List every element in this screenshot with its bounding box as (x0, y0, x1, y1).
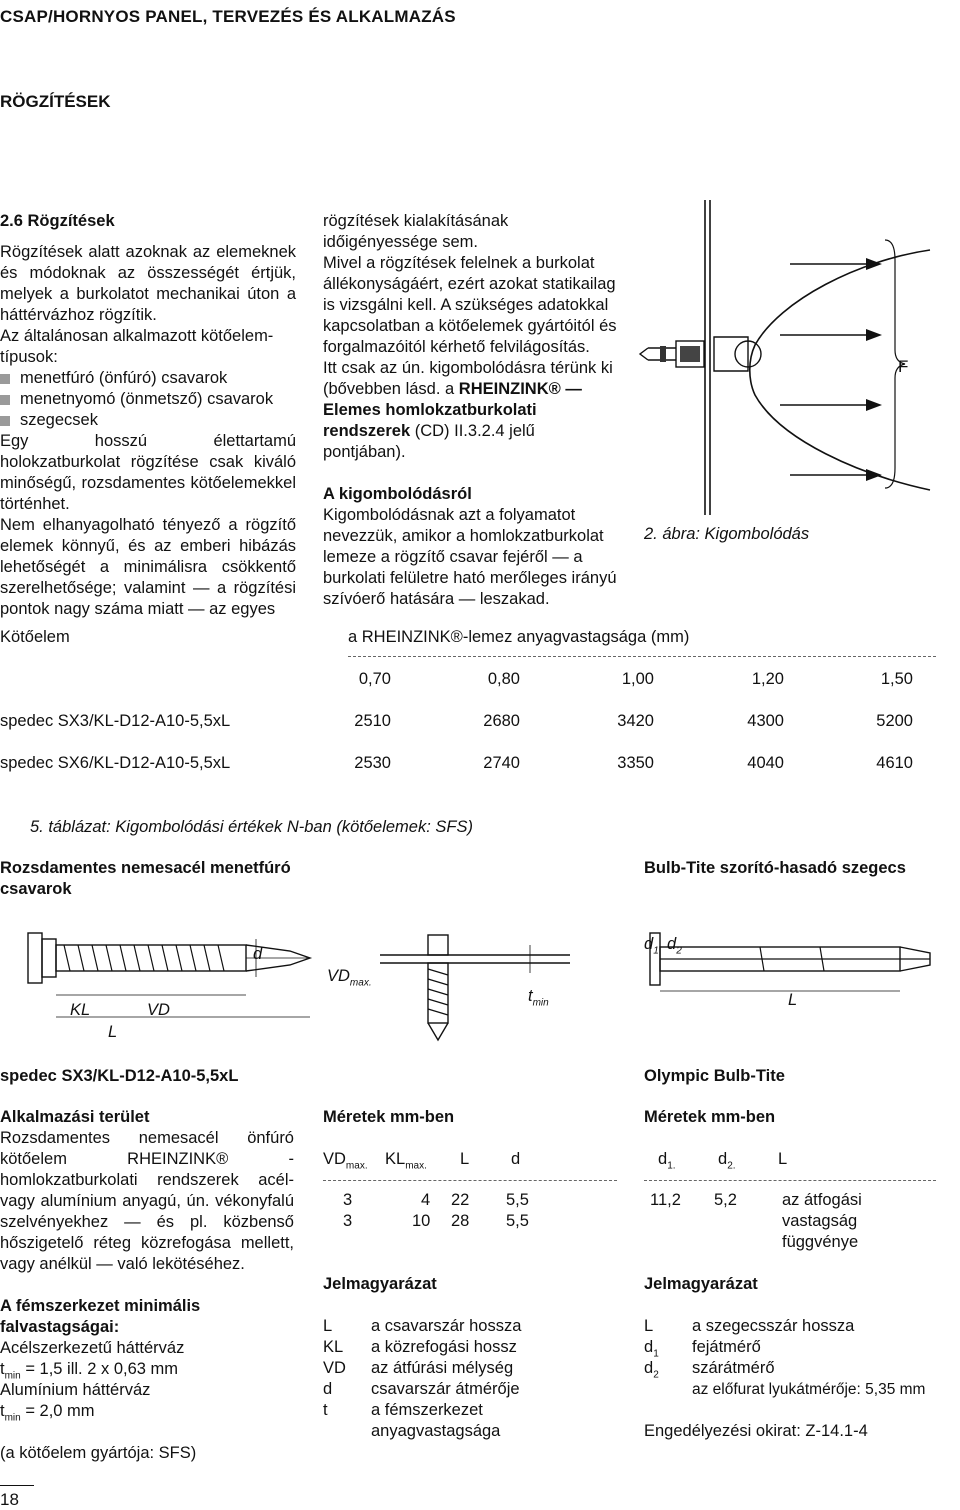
rivet-l-label: L (788, 991, 798, 1009)
screw-dims-rule (323, 1180, 617, 1181)
rivet-dims-row: 11,2 5,2 az átfogási vastagság függvénye (650, 1191, 862, 1251)
legend-item: KL a közrefogási hossz (323, 1338, 517, 1356)
col2-paragraph-2: Mivel a rögzítések felelnek a burkolat állékonyságáért, ezért azokat statikailag is vizsgálni kell. A szükséges adatokkal kapcsolatban a kötőelemek gyártóitól és forgalmazóitól kérhető felvilágosítás. (323, 254, 617, 356)
legend-item: d csavarszár átmérője (323, 1380, 520, 1398)
legend-item: $d_2$ szárátmérő (644, 1359, 775, 1381)
manufacturer-note: (a kötőelem gyártója: SFS) (0, 1444, 197, 1462)
mid-t-label: $t_{min}$ (528, 987, 549, 1009)
rivet-d1-label: $d_1$ (644, 935, 659, 957)
table-caption: 5. táblázat: Kigombolódási értékek N-ban (kötőelemek: SFS) (30, 818, 473, 836)
bullet-item: menetfúró (önfúró) csavarok (0, 368, 296, 389)
col2-paragraph-1: rögzítések kialakításának időigényessége sem. (323, 212, 509, 251)
legend-item: az előfurat lyukátmérője: 5,35 mm (692, 1381, 926, 1398)
legend-item: VD az átfúrási mélység (323, 1359, 514, 1377)
rivet-dims-rule (644, 1180, 936, 1181)
screw-kl-label: KL (70, 1001, 91, 1019)
steel-frame-value: $t_{min} = 1,5$ ill. 2 x 0,63 mm (0, 1360, 179, 1382)
table-header-right: a RHEINZINK®-lemez anyagvastagsága (mm) (348, 628, 690, 646)
page-number-rule (0, 1485, 34, 1486)
square-bullet-icon (0, 395, 10, 405)
application-info (0, 1107, 294, 1464)
paragraph-2: Egy hosszú élettartamú holokzatburkolat rögzítése csak kiváló minőségű, rozsdamentes kötőelemekkel történhet. (0, 432, 296, 513)
screw-dims-row: 3 10 28 5,5 (343, 1212, 529, 1230)
legend-item: L a csavarszár hossza (323, 1317, 522, 1335)
col2-paragraph-3: Itt csak az ún. kigombolódásra térünk ki (bővebben lásd. a RHEINZINK® — Elemes homlokzatburkolati rendszerek (CD) II.3.2.4 jelű pontjában). (323, 359, 613, 461)
rivet-product-title: Bulb-Tite szorító-hasadó szegecs (644, 859, 906, 877)
application-text: Rozsdamentes nemesacél önfúró kötőelem RHEINZINK® -homlokzatburkolati rendszerek acél- vagy alumínium anyagú, ún. vékonyfalú szelvényekhez — és pl. közbenső hőszigetelő réteg közrefogása mellett, vagy anélkül — való lekötéséhez. (0, 1129, 294, 1273)
table-row-thickness: 0,70 0,80 1,00 1,20 1,50 (358, 670, 913, 688)
self-drilling-screw-drawing (20, 925, 330, 1025)
pull-through-diagram (630, 200, 960, 520)
intro-paragraph: Rögzítések alatt azoknak az elemeknek és módoknak az összességét értjük, melyek a burkolatot mechanikai úton a háttérvázhoz rögzítik. (0, 243, 296, 324)
section-heading: 2.6 Rögzítések (0, 212, 115, 230)
application-heading: Alkalmazási terület (0, 1108, 150, 1126)
square-bullet-icon (0, 416, 10, 426)
rivet-legend-heading: Jelmagyarázat (644, 1275, 758, 1293)
rivet-legend (644, 1316, 944, 1400)
text-column-1 (0, 211, 296, 620)
screw-d-label: d (253, 945, 263, 963)
paragraph-3: Nem elhanyagolható tényező a rögzítő elemek könnyű, és az emberi hibázás lehetőségét a minimálisra csökkentő szerelhetősége; valamint — a rögzítési pontok nagy száma miatt — az egyes (0, 516, 296, 618)
legend-item: L a szegecsszár hossza (644, 1317, 855, 1335)
types-intro: Az általánosan alkalmazott kötőelem-típusok: (0, 327, 274, 366)
screw-vd-label: VD (147, 1001, 170, 1019)
screw-product-title: Rozsdamentes nemesacél menetfúró csavarok (0, 859, 291, 898)
square-bullet-icon (0, 374, 10, 384)
alu-frame-value: $t_{min} = 2,0$ mm (0, 1402, 95, 1424)
mid-vd-label: $VD_{max.}$ (327, 967, 372, 989)
table-header-rule (348, 656, 936, 657)
min-thickness-heading: A fémszerkezet minimális falvastagságai: (0, 1297, 201, 1336)
force-label: F (898, 357, 909, 376)
col2-paragraph-4: Kigombolódásnak azt a folyamatot nevezzük, amikor a homlokzatburkolat lemeze a rögzítő csavar fejéről — a burkolati felületre ható merőleges irányú szívóerő hatására — leszakad. (323, 506, 617, 608)
screw-legend (323, 1316, 617, 1442)
screw-section-drawing (380, 925, 570, 1045)
table-row: spedec SX3/KL-D12-A10-5,5xL 2510 2680 3420 4300 5200 (0, 712, 913, 730)
table-row: spedec SX6/KL-D12-A10-5,5xL 2530 2740 3350 4040 4610 (0, 754, 913, 772)
page-number: 18 (0, 1490, 19, 1509)
figure-caption: 2. ábra: Kigombolódás (644, 525, 810, 543)
steel-frame-label: Acélszerkezetű háttérváz (0, 1339, 185, 1357)
screw-model-name: spedec SX3/KL-D12-A10-5,5xL (0, 1067, 239, 1085)
text-column-2 (323, 211, 617, 610)
screw-legend-heading: Jelmagyarázat (323, 1275, 437, 1293)
bullet-item: menetnyomó (önmetsző) csavarok (0, 389, 296, 410)
section-label: RÖGZÍTÉSEK (0, 92, 111, 111)
legend-item: t a fémszerkezet anyagvastagsága (323, 1401, 501, 1440)
screw-dims-row: 3 4 22 5,5 (343, 1191, 529, 1209)
bullet-item: szegecsek (0, 410, 296, 431)
rivet-d2-label: $d_2$ (667, 935, 682, 957)
approval-note: Engedélyezési okirat: Z-14.1-4 (644, 1422, 868, 1440)
subheading: A kigombolódásról (323, 485, 472, 503)
alu-frame-label: Alumínium háttérváz (0, 1381, 151, 1399)
screw-l-label: L (108, 1023, 118, 1041)
screw-dims-header-row: $VD_{max.}$ $KL_{max.}$ L d (323, 1150, 521, 1172)
screw-dims-heading: Méretek mm-ben (323, 1108, 455, 1126)
legend-item: $d_1$ fejátmérő (644, 1338, 761, 1360)
page-header-title: CSAP/HORNYOS PANEL, TERVEZÉS ÉS ALKALMAZÁS (0, 7, 456, 26)
rivet-model-name: Olympic Bulb-Tite (644, 1067, 785, 1085)
table-header-left: Kötőelem (0, 628, 70, 646)
rivet-dims-header-row: $d_{1.}$ $d_{2.}$ L (658, 1150, 788, 1172)
rivet-dims-heading: Méretek mm-ben (644, 1108, 776, 1126)
